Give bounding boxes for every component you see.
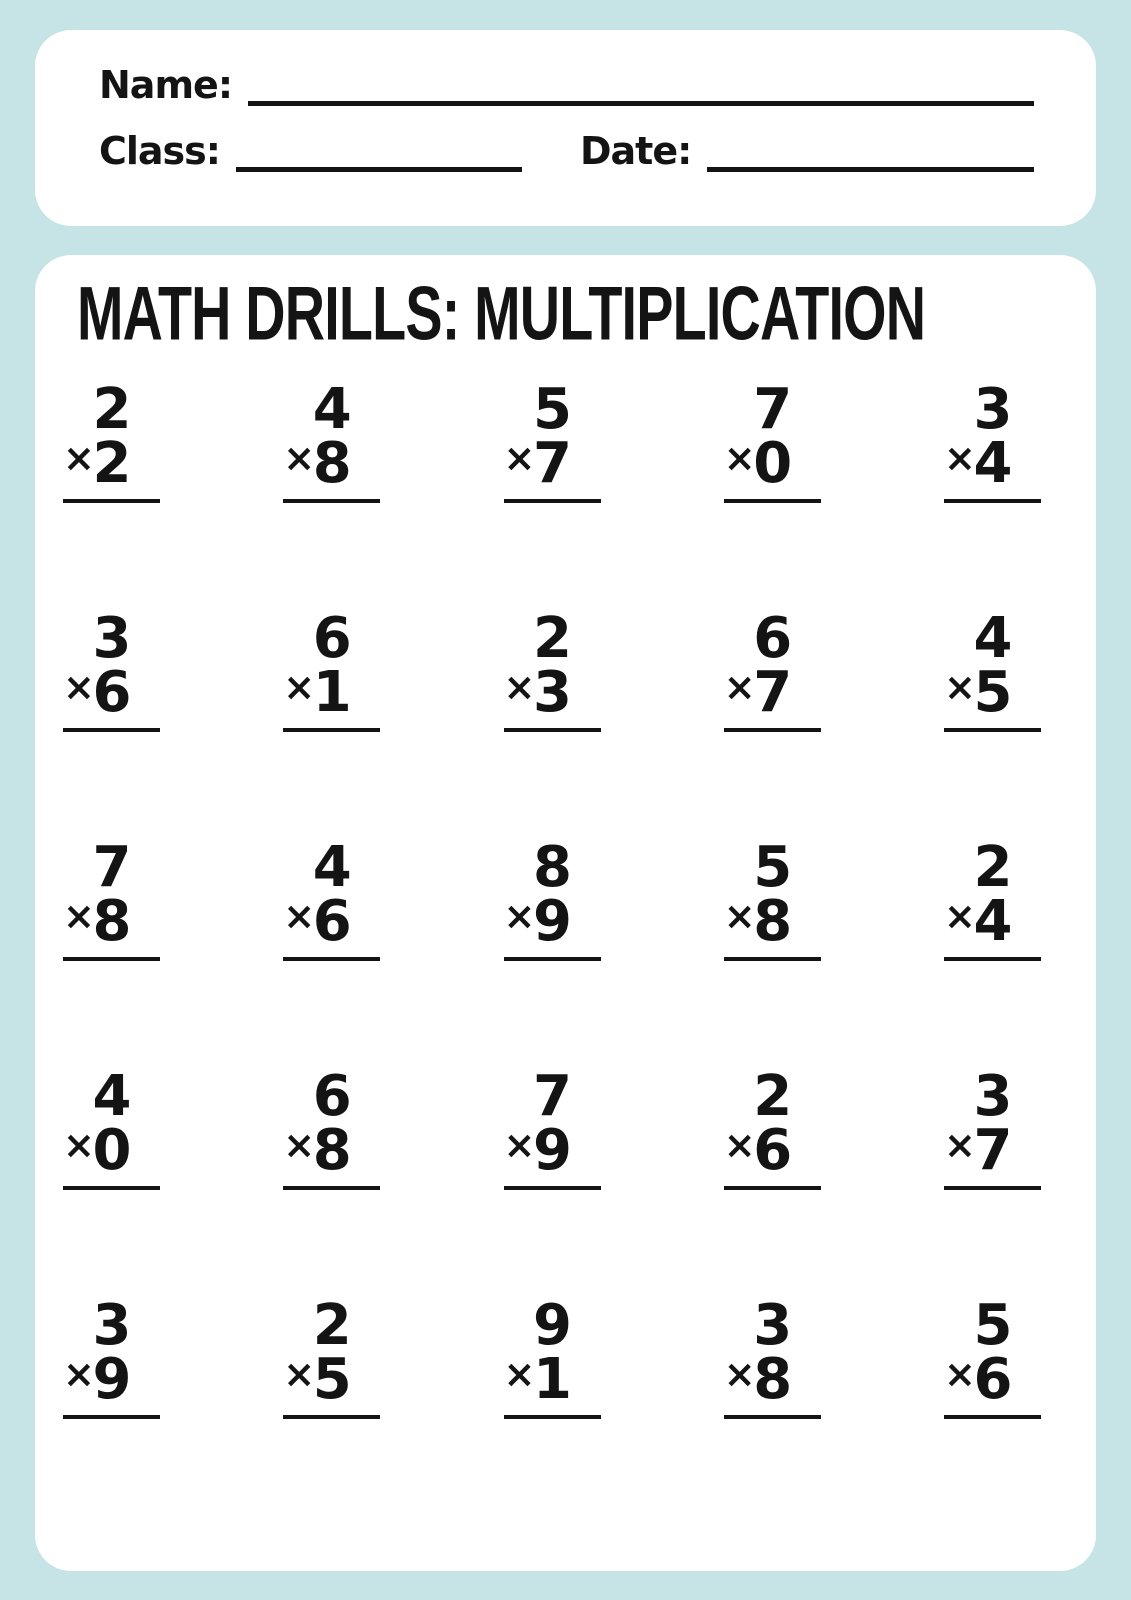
top-factor: 3 (973, 376, 1013, 442)
bottom-factor: 6 (312, 888, 352, 954)
bottom-factor: 9 (533, 888, 572, 954)
bottom-factor: 9 (92, 1346, 132, 1412)
top-factor: 3 (973, 1063, 1013, 1129)
top-factor: 2 (533, 605, 572, 671)
bottom-factor: 5 (973, 659, 1013, 725)
date-blank-line (707, 138, 1034, 172)
top-factor: 5 (973, 1292, 1013, 1358)
bottom-factor: 7 (753, 659, 793, 725)
problems-grid (63, 376, 1041, 1419)
multiply-icon: × (503, 664, 536, 709)
multiply-icon: × (63, 1122, 95, 1167)
multiplication-problem (503, 1063, 601, 1190)
answer-line (283, 728, 380, 732)
bottom-factor: 3 (533, 659, 572, 725)
bottom-factor: 9 (533, 1117, 572, 1183)
answer-line (724, 957, 821, 961)
answer-line (944, 499, 1041, 503)
answer-line (63, 728, 160, 732)
top-factor: 5 (533, 376, 572, 442)
multiply-icon: × (283, 1351, 316, 1396)
multiplication-problem (944, 1063, 1041, 1190)
worksheet-card (35, 255, 1096, 1571)
bottom-factor: 8 (312, 1117, 352, 1183)
answer-line (724, 499, 821, 503)
multiplication-problem (283, 1292, 380, 1419)
answer-line (504, 728, 601, 732)
answer-line (283, 1186, 380, 1190)
name-row (99, 63, 1034, 107)
answer-line (944, 1186, 1041, 1190)
top-factor: 7 (533, 1063, 572, 1129)
multiply-icon: × (944, 664, 976, 709)
multiplication-problem (944, 376, 1041, 503)
answer-line (283, 499, 380, 503)
bottom-factor: 6 (753, 1117, 793, 1183)
multiply-icon: × (723, 1122, 756, 1167)
multiplication-problem (63, 605, 160, 732)
top-factor: 7 (753, 376, 793, 442)
multiply-icon: × (503, 893, 536, 938)
bottom-factor: 6 (973, 1346, 1013, 1412)
multiplication-problem (944, 834, 1041, 961)
top-factor: 7 (92, 834, 132, 900)
top-factor: 3 (92, 1292, 132, 1358)
multiply-icon: × (503, 1122, 536, 1167)
multiply-icon: × (63, 893, 95, 938)
student-info-card (35, 30, 1096, 226)
date-label: Date: (580, 128, 692, 173)
bottom-factor: 7 (973, 1117, 1013, 1183)
multiplication-problem (723, 605, 821, 732)
class-label: Class: (99, 128, 220, 173)
top-factor: 8 (533, 834, 572, 900)
answer-line (283, 957, 380, 961)
top-factor: 6 (312, 1063, 352, 1129)
bottom-factor: 0 (92, 1117, 132, 1183)
answer-line (724, 1186, 821, 1190)
top-factor: 4 (312, 376, 352, 442)
bottom-factor: 8 (753, 1346, 793, 1412)
multiply-icon: × (944, 1351, 976, 1396)
multiplication-problem (283, 1063, 380, 1190)
multiply-icon: × (63, 1351, 95, 1396)
multiply-icon: × (503, 1351, 536, 1396)
answer-line (283, 1415, 380, 1419)
multiply-icon: × (944, 435, 976, 480)
multiply-icon: × (283, 1122, 316, 1167)
top-factor: 3 (753, 1292, 793, 1358)
top-factor: 3 (92, 605, 132, 671)
multiplication-problem (723, 1063, 821, 1190)
answer-line (944, 1415, 1041, 1419)
answer-line (504, 499, 601, 503)
bottom-factor: 1 (312, 659, 352, 725)
answer-line (944, 728, 1041, 732)
bottom-factor: 4 (973, 888, 1013, 954)
worksheet-title: MATH DRILLS: MULTIPLICATION (77, 271, 926, 357)
top-factor: 2 (753, 1063, 793, 1129)
multiply-icon: × (283, 435, 316, 480)
multiplication-problem (63, 1063, 160, 1190)
top-factor: 9 (533, 1292, 572, 1358)
multiplication-problem (503, 376, 601, 503)
multiplication-problem (723, 376, 821, 503)
multiply-icon: × (503, 435, 536, 480)
multiplication-problem (283, 376, 380, 503)
bottom-factor: 6 (92, 659, 132, 725)
answer-line (724, 728, 821, 732)
multiplication-problem (63, 834, 160, 961)
top-factor: 4 (92, 1063, 132, 1129)
multiply-icon: × (944, 1122, 976, 1167)
class-date-row (99, 128, 1034, 173)
multiply-icon: × (63, 664, 95, 709)
top-factor: 2 (312, 1292, 352, 1358)
answer-line (504, 957, 601, 961)
bottom-factor: 4 (973, 430, 1013, 496)
bottom-factor: 1 (533, 1346, 572, 1412)
multiplication-problem (503, 1292, 601, 1419)
multiplication-problem (63, 1292, 160, 1419)
answer-line (944, 957, 1041, 961)
answer-line (63, 499, 160, 503)
multiply-icon: × (63, 435, 95, 480)
class-blank-line (236, 138, 522, 172)
bottom-factor: 0 (753, 430, 793, 496)
bottom-factor: 8 (92, 888, 132, 954)
top-factor: 2 (92, 376, 132, 442)
multiplication-problem (283, 834, 380, 961)
bottom-factor: 5 (312, 1346, 352, 1412)
top-factor: 4 (973, 605, 1013, 671)
multiply-icon: × (723, 435, 756, 480)
bottom-factor: 8 (753, 888, 793, 954)
answer-line (724, 1415, 821, 1419)
multiplication-problem (63, 376, 160, 503)
top-factor: 6 (753, 605, 793, 671)
name-blank-line (248, 72, 1034, 106)
answer-line (504, 1186, 601, 1190)
multiplication-problem (723, 834, 821, 961)
top-factor: 2 (973, 834, 1013, 900)
multiplication-problem (283, 605, 380, 732)
multiply-icon: × (723, 893, 756, 938)
multiplication-problem (503, 834, 601, 961)
multiplication-problem (723, 1292, 821, 1419)
bottom-factor: 2 (92, 430, 132, 496)
multiply-icon: × (944, 893, 976, 938)
answer-line (504, 1415, 601, 1419)
multiplication-problem (503, 605, 601, 732)
name-label: Name: (99, 63, 233, 107)
bottom-factor: 7 (533, 430, 572, 496)
multiplication-problem (944, 605, 1041, 732)
multiply-icon: × (283, 893, 316, 938)
top-factor: 4 (312, 834, 352, 900)
top-factor: 5 (753, 834, 793, 900)
multiplication-problem (944, 1292, 1041, 1419)
bottom-factor: 8 (312, 430, 352, 496)
multiply-icon: × (723, 664, 756, 709)
top-factor: 6 (312, 605, 352, 671)
multiply-icon: × (723, 1351, 756, 1396)
answer-line (63, 957, 160, 961)
answer-line (63, 1415, 160, 1419)
answer-line (63, 1186, 160, 1190)
multiply-icon: × (283, 664, 316, 709)
